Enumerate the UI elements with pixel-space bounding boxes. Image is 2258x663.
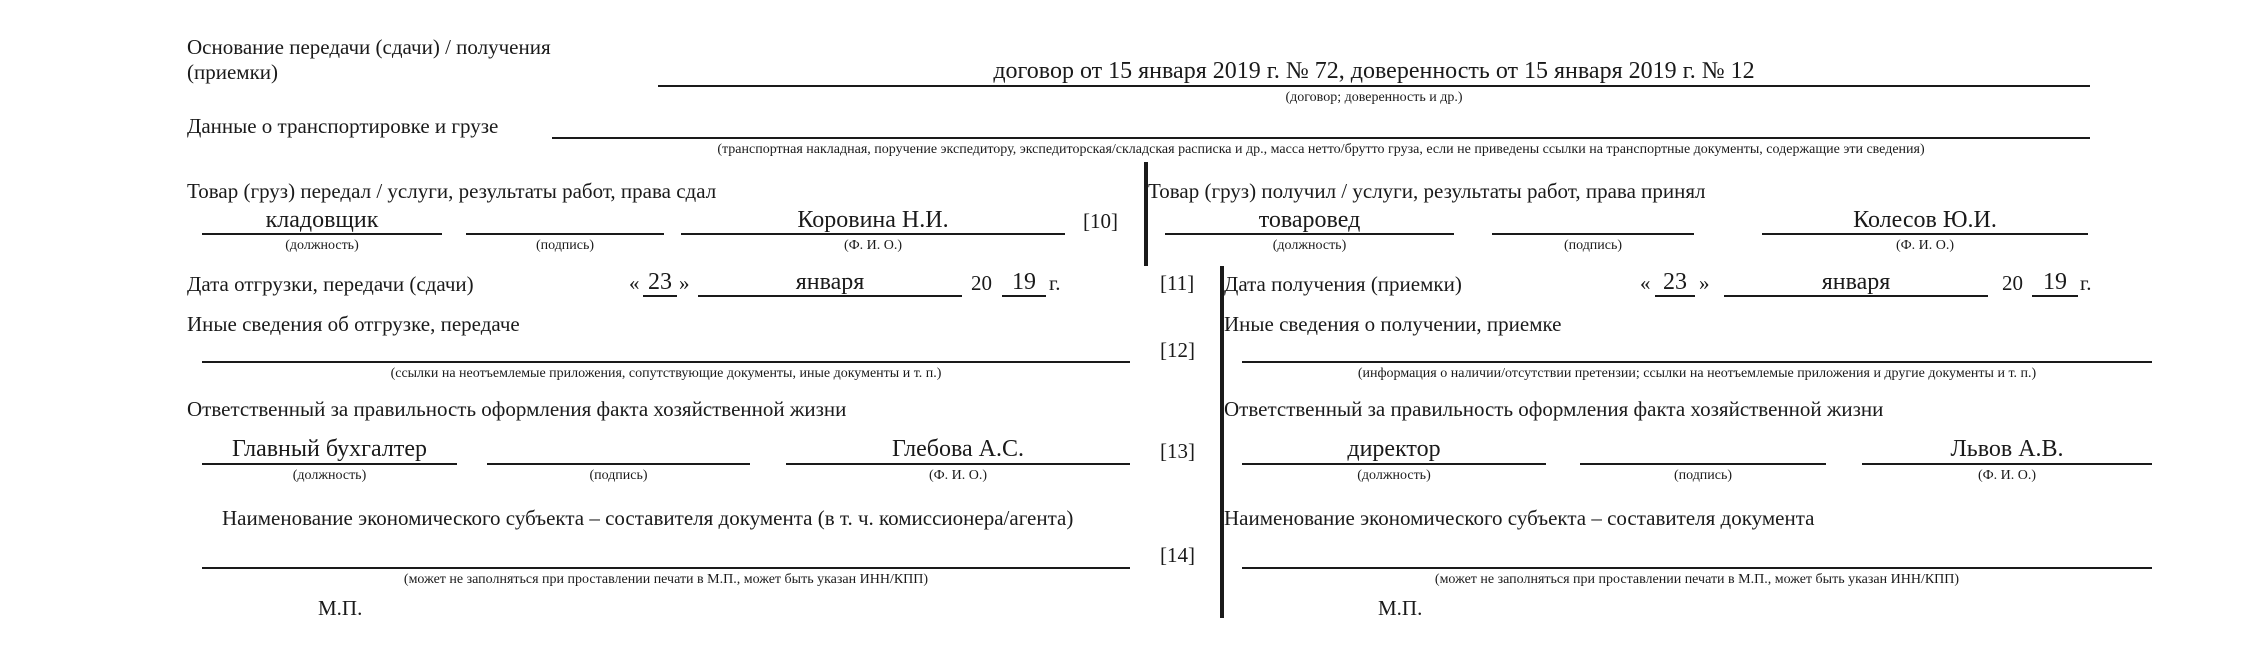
- line-number-13: [13]: [1160, 439, 1195, 463]
- received-position-line: [1165, 233, 1454, 235]
- received-signature-line[interactable]: [1492, 233, 1694, 235]
- position-caption: (должность): [285, 238, 359, 253]
- position-caption: (должность): [1357, 468, 1431, 483]
- line-number-10: [10]: [1083, 209, 1118, 233]
- basis-caption: (договор; доверенность и др.): [1285, 90, 1463, 105]
- received-name[interactable]: Колесов Ю.И.: [1853, 207, 1997, 233]
- line-number-12: [12]: [1160, 338, 1195, 362]
- right-other-line: [1242, 361, 2152, 363]
- handed-over-name-line: [681, 233, 1065, 235]
- left-other-caption: (ссылки на неотъемлемые приложения, сопутствующие документы, иные документы и т. п.): [390, 366, 942, 381]
- right-other-caption: (информация о наличии/отсутствии претензии; ссылки на неотъемлемые приложения и другие документы и т. п.): [1357, 366, 2037, 381]
- right-responsible-position-line: [1242, 463, 1546, 465]
- shipment-year[interactable]: 19: [1012, 269, 1036, 295]
- receipt-year-line: [2032, 295, 2078, 297]
- left-other-label: Иные сведения об отгрузке, передаче: [187, 312, 520, 336]
- receipt-year[interactable]: 19: [2043, 269, 2067, 295]
- shipment-year-line: [1002, 295, 1046, 297]
- left-responsible-position-line: [202, 463, 457, 465]
- basis-value[interactable]: договор от 15 января 2019 г. № 72, доверенность от 15 января 2019 г. № 12: [993, 58, 1755, 84]
- receipt-month-line: [1724, 295, 1988, 297]
- receipt-day[interactable]: 23: [1663, 269, 1687, 295]
- left-entity-label: Наименование экономического субъекта – составителя документа (в т. ч. комиссионера/агента): [222, 506, 1074, 530]
- handed-over-signature-line[interactable]: [466, 233, 664, 235]
- line-number-14: [14]: [1160, 543, 1195, 567]
- received-label: Товар (груз) получил / услуги, результаты работ, права принял: [1148, 179, 1706, 203]
- full-name-caption: (Ф. И. О.): [843, 238, 903, 253]
- received-name-line: [1762, 233, 2088, 235]
- basis-label-line2: (приемки): [187, 60, 279, 84]
- receipt-open-quote: «: [1640, 271, 1651, 295]
- shipment-open-quote: «: [629, 271, 640, 295]
- line-number-11: [11]: [1160, 271, 1195, 295]
- transport-underline: [552, 137, 2090, 139]
- receipt-close-quote: »: [1699, 271, 1710, 295]
- transport-label: Данные о транспортировке и грузе: [187, 114, 499, 138]
- right-entity-label: Наименование экономического субъекта – составителя документа: [1224, 506, 1815, 530]
- signature-caption: (подпись): [1563, 238, 1623, 253]
- shipment-day[interactable]: 23: [648, 269, 672, 295]
- shipment-day-line: [643, 295, 677, 297]
- left-entity-caption: (может не заполняться при проставлении печати в М.П., может быть указан ИНН/КПП): [403, 572, 929, 587]
- right-responsible-position[interactable]: директор: [1347, 436, 1441, 462]
- signature-caption: (подпись): [535, 238, 595, 253]
- shipment-year-prefix: 20: [971, 271, 992, 295]
- full-name-caption: (Ф. И. О.): [928, 468, 988, 483]
- signature-caption: (подпись): [589, 468, 648, 483]
- handed-over-position-line: [202, 233, 442, 235]
- receipt-year-suffix: г.: [2080, 271, 2092, 295]
- left-responsible-signature-line[interactable]: [487, 463, 750, 465]
- shipment-date-label: Дата отгрузки, передачи (сдачи): [187, 272, 474, 296]
- right-stamp-place: М.П.: [1378, 596, 1423, 620]
- handed-over-name[interactable]: Коровина Н.И.: [797, 207, 949, 233]
- handed-over-label: Товар (груз) передал / услуги, результаты работ, права сдал: [187, 179, 717, 203]
- shipment-month[interactable]: января: [795, 269, 865, 295]
- left-responsible-position[interactable]: Главный бухгалтер: [232, 436, 427, 462]
- transport-caption: (транспортная накладная, поручение экспедитору, экспедиторская/складская расписка и др., масса нетто/брутто груза, если не приведены ссылки на транспортные документы, содержащие эти сведения): [717, 142, 1925, 157]
- right-other-label: Иные сведения о получении, приемке: [1224, 312, 1562, 336]
- shipment-year-suffix: г.: [1049, 271, 1061, 295]
- left-other-line: [202, 361, 1130, 363]
- receipt-year-prefix: 20: [2002, 271, 2023, 295]
- full-name-caption: (Ф. И. О.): [1895, 238, 1955, 253]
- left-entity-line: [202, 567, 1130, 569]
- right-entity-line: [1242, 567, 2152, 569]
- left-responsible-label: Ответственный за правильность оформления факта хозяйственной жизни: [187, 397, 847, 421]
- right-entity-caption: (может не заполняться при проставлении печати в М.П., может быть указан ИНН/КПП): [1434, 572, 1960, 587]
- receipt-day-line: [1655, 295, 1695, 297]
- shipment-close-quote: »: [679, 271, 690, 295]
- right-responsible-name-line: [1862, 463, 2152, 465]
- received-position[interactable]: товаровед: [1258, 207, 1361, 233]
- handed-over-position[interactable]: кладовщик: [265, 207, 379, 233]
- right-responsible-signature-line[interactable]: [1580, 463, 1826, 465]
- left-responsible-name-line: [786, 463, 1130, 465]
- full-name-caption: (Ф. И. О.): [1977, 468, 2037, 483]
- separator-top: [1144, 162, 1148, 266]
- right-responsible-label: Ответственный за правильность оформления факта хозяйственной жизни: [1224, 397, 1884, 421]
- left-responsible-name[interactable]: Глебова А.С.: [892, 436, 1024, 462]
- receipt-month[interactable]: января: [1821, 269, 1891, 295]
- basis-underline: [658, 85, 2090, 87]
- position-caption: (должность): [292, 468, 367, 483]
- receipt-date-label: Дата получения (приемки): [1224, 272, 1462, 296]
- basis-label-line1: Основание передачи (сдачи) / получения: [187, 35, 551, 59]
- right-responsible-name[interactable]: Львов А.В.: [1950, 436, 2064, 462]
- signature-caption: (подпись): [1673, 468, 1733, 483]
- shipment-month-line: [698, 295, 962, 297]
- position-caption: (должность): [1272, 238, 1347, 253]
- left-stamp-place: М.П.: [318, 596, 363, 620]
